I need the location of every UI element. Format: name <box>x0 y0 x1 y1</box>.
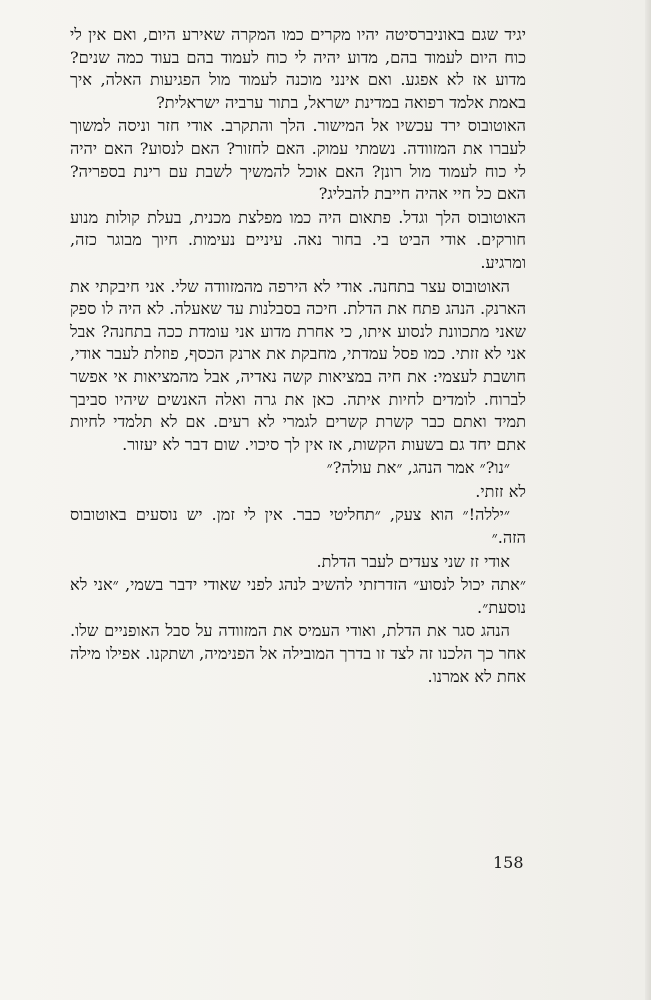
body-text <box>70 24 526 689</box>
paragraph-9: ״אתה יכול לנסוע״ הזדרזתי להשיב לנהג לפני שאודי ידבר בשמי, ״אני לא נוסעת״. <box>70 575 526 617</box>
paragraph-7: ״יללה!״ הוא צעק, ״תחליטי כבר. אין לי זמן. יש נוסעים באוטובוס הזה.״ <box>70 505 526 548</box>
paragraph-3: האוטובוס הלך וגדל. פתאום היה כמו מפלצת מכנית, בעלת קולות מנוע חורקים. אודי הביט בי. בחור נאה. עיניים נעימות. חיוך מבוגר כזה, ומרגיע. <box>70 207 526 272</box>
paragraph-10: הנהג סגר את הדלת, ואודי העמיס את המזוודה על סבל האופניים שלו. אחר כך הלכנו זה לצד זו בדרך המובילה אל הפנימיה, ושתקנו. אפילו מילה אחת לא אמרנו. <box>70 621 526 686</box>
paragraph-1: יגיד שגם באוניברסיטה יהיו מקרים כמו המקרה שאירע היום, ואם אין לי כוח היום לעמוד בהם, מדוע יהיה לי כוח לעמוד בהם בעוד כמה שנים? מדוע אז לא אפגע. ואם אינני מוכנה לעמוד מול הפגיעות האלה, איך באמת אלמד רפואה במדינת ישראל, בתור ערביה ישראלית? <box>70 25 526 112</box>
paragraph-5: ״נו?״ אמר הנהג, ״את עולה?״ <box>326 458 510 478</box>
paragraph-8: אודי זז שני צעדים לעבר הדלת. <box>316 551 510 571</box>
paragraph-2: האוטובוס ירד עכשיו אל המישור. הלך והתקרב. אודי חזר וניסה למשוך לעברו את המזוודה. נשמתי עמוק. האם לחזור? האם לנסוע? האם יהיה לי כוח לעמוד מול רונן? האם אוכל להמשיך לשבת עם רינת בספריה? האם כל חיי אהיה חייבת להבליג? <box>70 116 526 204</box>
paragraph-4: האוטובוס עצר בתחנה. אודי לא הירפה מהמזוודה שלי. אני חיבקתי את הארנק. הנהג פתח את הדלת. חיכה בסבלנות עד שאעלה. לא היה לו ספק שאני מתכוונת לנסוע איתו, כי אחרת מדוע אני עומדת ככה בתחנה? אבל אני לא זזתי. כמו פסל עמדתי, מחבקת את ארנק הכסף, פוזלת לעבר אודי, חושבת לעצמי: את חיה במציאות קשה נאדיה, אבל מהמציאות אי אפשר לברוח. לומדים לחיות איתה. כאן את גרה ואלה האנשים שיהיו סביבך תמיד ואתם כבר קשרת קשרים לגמרי לא רעים. אם לא תלמדי לחיות אתם יחד גם בשעות הקשות, אז אין לך סיכוי. שום דבר לא יעזור. <box>70 276 526 454</box>
page-edge-shadow <box>645 0 651 1000</box>
page-number: 158 <box>493 853 524 872</box>
paragraph-6: לא זזתי. <box>475 481 526 501</box>
